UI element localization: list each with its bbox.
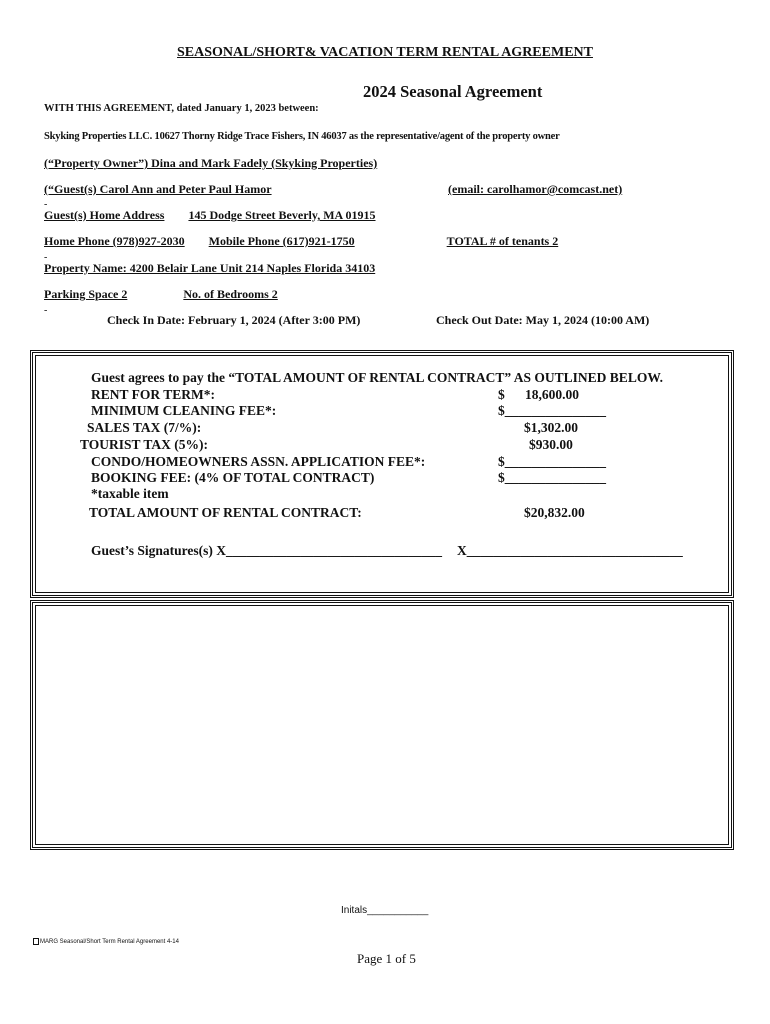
guest-email: (email: carolhamor@comcast.net) [448,182,623,196]
home-phone: Home Phone (978)927-2030 [44,234,185,248]
separator-dash: - [44,252,48,263]
bedrooms: No. of Bedrooms 2 [183,287,278,301]
parking-bedrooms-line [44,287,278,302]
rent-label: RENT FOR TERM*: [91,387,216,402]
document-title: SEASONAL/SHORT& VACATION TERM RENTAL AGREEMENT [177,45,593,60]
parking-space: Parking Space 2 [44,287,128,301]
total-amount-value: $20,832.00 [524,505,585,520]
condo-fee-label: CONDO/HOMEOWNERS ASSN. APPLICATION FEE*: [91,454,426,469]
separator-dash: - [44,305,48,316]
condo-fee-value: $_______________ [498,454,606,469]
blank-box [30,600,734,850]
initials-line: Initals___________ [341,905,429,916]
guest-signature-1: Guest’s Signatures(s) X________________________________ [91,543,443,558]
address-label: Guest(s) Home Address [44,208,165,222]
agreement-year-heading: 2024 Seasonal Agreement [363,82,543,101]
booking-fee-value: $_______________ [498,470,606,485]
guest-signature-2: X________________________________ [457,543,683,558]
property-name-line: Property Name: 4200 Belair Lane Unit 214 Naples Florida 34103 [44,261,376,275]
check-in-date: Check In Date: February 1, 2024 (After 3:00 PM) [107,313,361,327]
agreement-date-line: WITH THIS AGREEMENT, dated January 1, 2023 between: [44,103,319,114]
sales-tax-value: $1,302.00 [524,420,578,435]
address-value: 145 Dodge Street Beverly, MA 01915 [188,208,376,222]
property-owner-line: (“Property Owner”) Dina and Mark Fadely (Skyking Properties) [44,156,378,170]
tourist-tax-label: TOURIST TAX (5%): [80,437,209,452]
cleaning-fee-label: MINIMUM CLEANING FEE*: [91,403,277,418]
total-tenants: TOTAL # of tenants 2 [446,234,559,248]
booking-fee-label: BOOKING FEE: (4% OF TOTAL CONTRACT) [91,470,375,485]
guest-address-line [44,208,376,223]
taxable-note: *taxable item [91,486,169,501]
page-number: Page 1 of 5 [357,951,416,966]
mobile-phone: Mobile Phone (617)921-1750 [208,234,355,248]
tourist-tax-value: $930.00 [529,437,573,452]
guest-names-line: (“Guest(s) Carol Ann and Peter Paul Hamor [44,182,272,196]
separator-dash: - [44,199,48,210]
missing-glyph-icon [33,938,39,945]
check-out-date: Check Out Date: May 1, 2024 (10:00 AM) [436,313,650,327]
document-reference-text: MARG Seasonal/Short Term Rental Agreement 4-14 [40,939,179,946]
rent-value: $ 18,600.00 [498,387,579,402]
document-reference [33,938,179,945]
sales-tax-label: SALES TAX (7/%): [87,420,202,435]
total-amount-label: TOTAL AMOUNT OF RENTAL CONTRACT: [89,505,362,520]
phone-line [44,234,558,249]
representative-line: Skyking Properties LLC. 10627 Thorny Ridge Trace Fishers, IN 46037 as the representative/agent of the property owner [44,131,560,142]
cleaning-fee-value: $_______________ [498,403,606,418]
contract-intro: Guest agrees to pay the “TOTAL AMOUNT OF RENTAL CONTRACT” AS OUTLINED BELOW. [91,370,663,385]
